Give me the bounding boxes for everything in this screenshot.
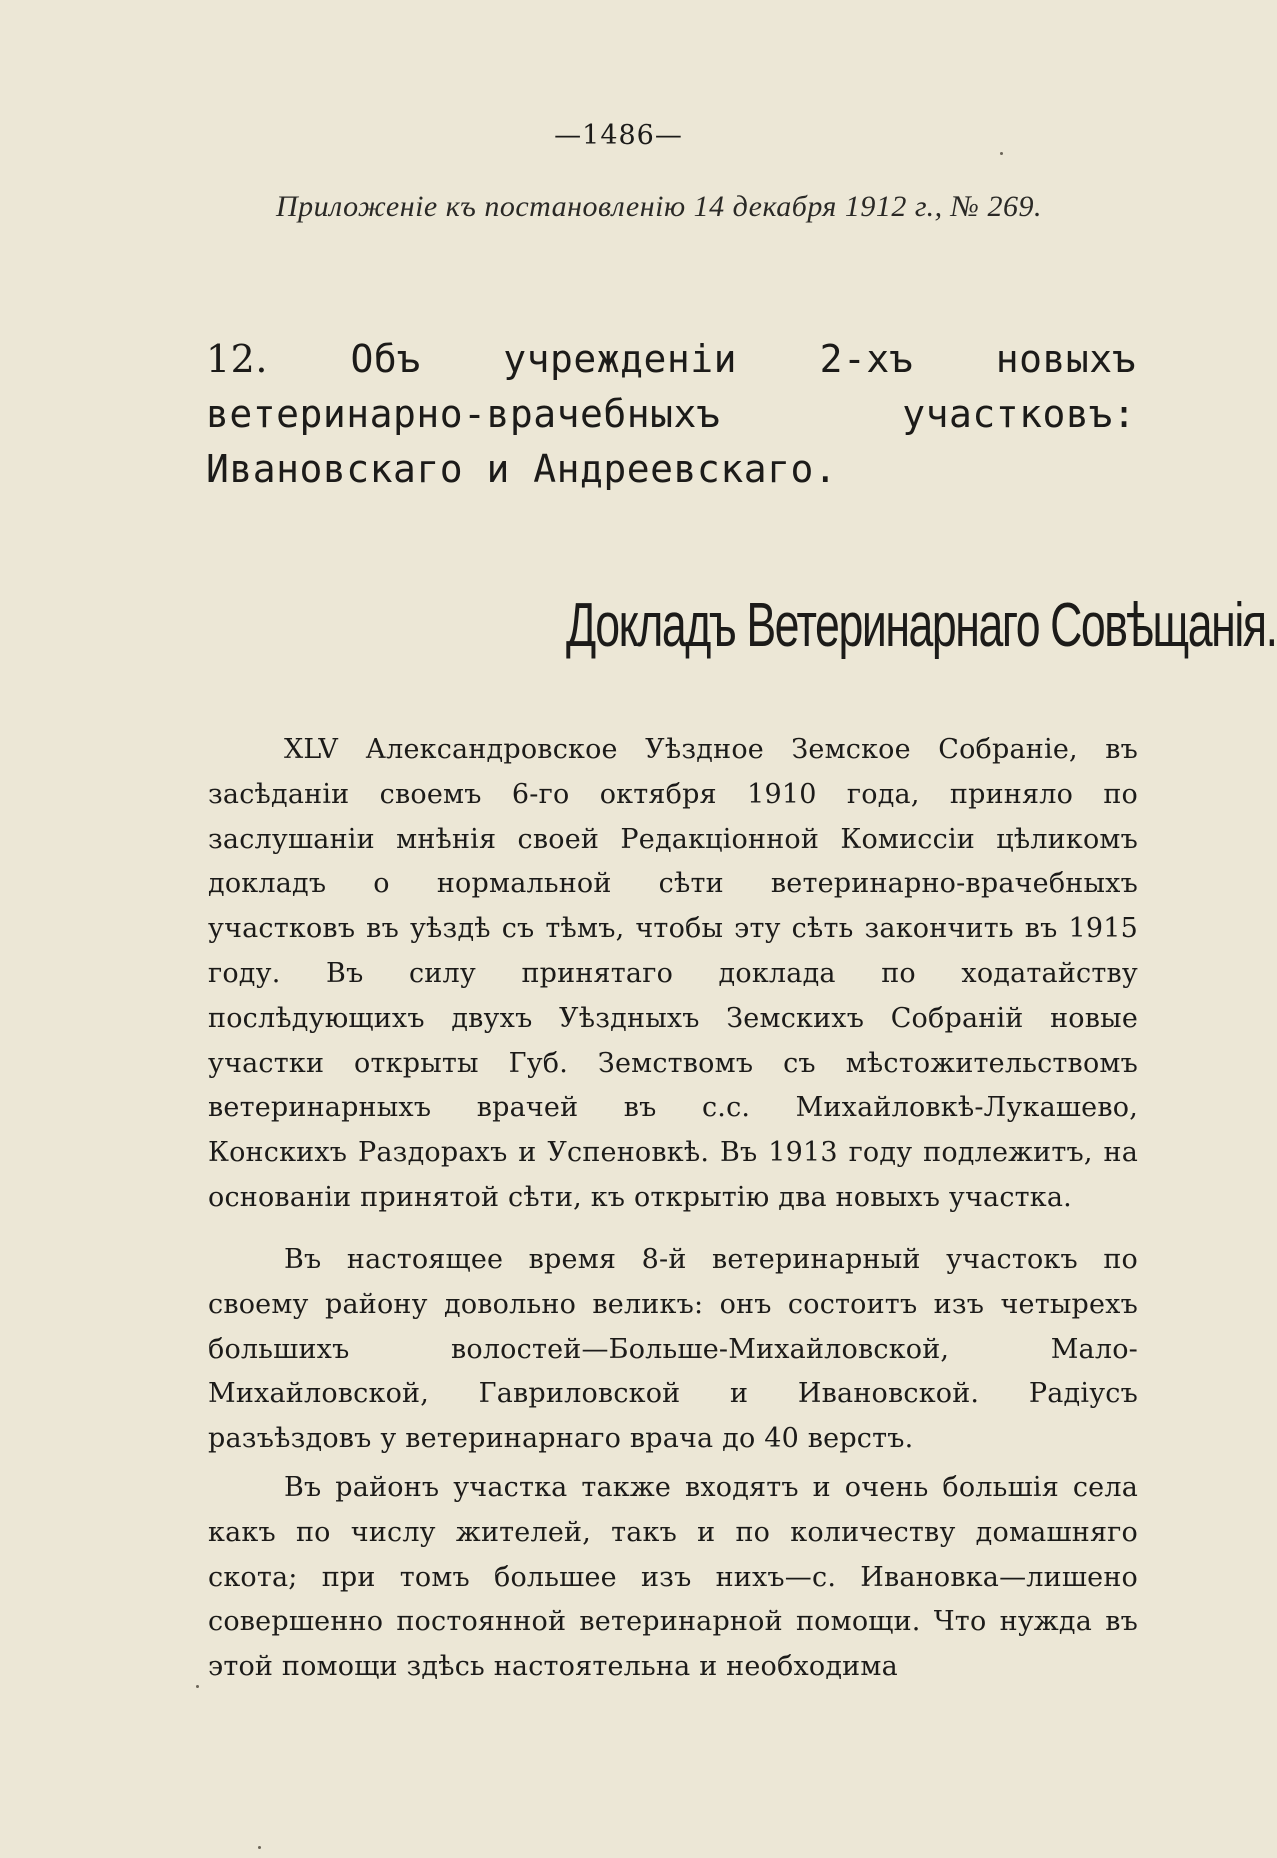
section-title-text: Объ учрежденіи 2-хъ новыхъ ветеринарно-врачебныхъ участковъ: Ивановскаго и Андреевскаго. [206, 337, 1136, 491]
paragraph-1 [208, 728, 1138, 1221]
section-heading [206, 332, 1136, 497]
paper-speck [258, 1846, 261, 1849]
paragraph-2 [208, 1238, 1138, 1462]
paragraph-3 [208, 1466, 1138, 1690]
appendix-note: Приложеніе къ постановленію 14 декабря 1912 г., № 269. [276, 190, 1042, 223]
paragraph-text: XLV Александровское Уѣздное Земское Собраніе, въ засѣданіи своемъ 6-го октября 1910 года, приняло по заслушаніи мнѣнія своей Редакціонной Комиссіи цѣликомъ докладъ о нормальной сѣти ветеринарно-врачебныхъ участковъ въ уѣздѣ съ тѣмъ, чтобы эту сѣть закончить въ 1915 году. Въ силу принятаго доклада по ходатайству послѣдующихъ двухъ Уѣздныхъ Земскихъ Собраній новые участки открыты Губ. Земствомъ съ мѣстожительствомъ ветеринарныхъ врачей въ с.с. Михайловкѣ-Лукашево, Конскихъ Раздорахъ и Успеновкѣ. Въ 1913 году подлежитъ, на основаніи принятой сѣти, къ открытію два новыхъ участка. [208, 734, 1138, 1213]
page-number: —1486— [554, 120, 683, 151]
section-number: 12. [206, 337, 268, 381]
report-title: Докладъ Ветеринарнаго Совѣщанія. [566, 591, 1277, 660]
paper-speck [1000, 152, 1003, 155]
paper-speck [196, 1685, 199, 1688]
paragraph-text: Въ настоящее время 8-й ветеринарный участокъ по своему району довольно великъ: онъ состоитъ изъ четырехъ большихъ волостей—Больше-Михайловской, Мало-Михайловской, Гавриловской и Ивановской. Радіусъ разъѣздовъ у ветеринарнаго врача до 40 верстъ. [208, 1244, 1138, 1455]
paragraph-text: Въ районъ участка также входятъ и очень большія села какъ по числу жителей, такъ и по количеству домашняго скота; при томъ большее изъ нихъ—с. Ивановка—лишено совершенно постоянной ветеринарной помощи. Что нужда въ этой помощи здѣсь настоятельна и необходима [208, 1472, 1138, 1683]
